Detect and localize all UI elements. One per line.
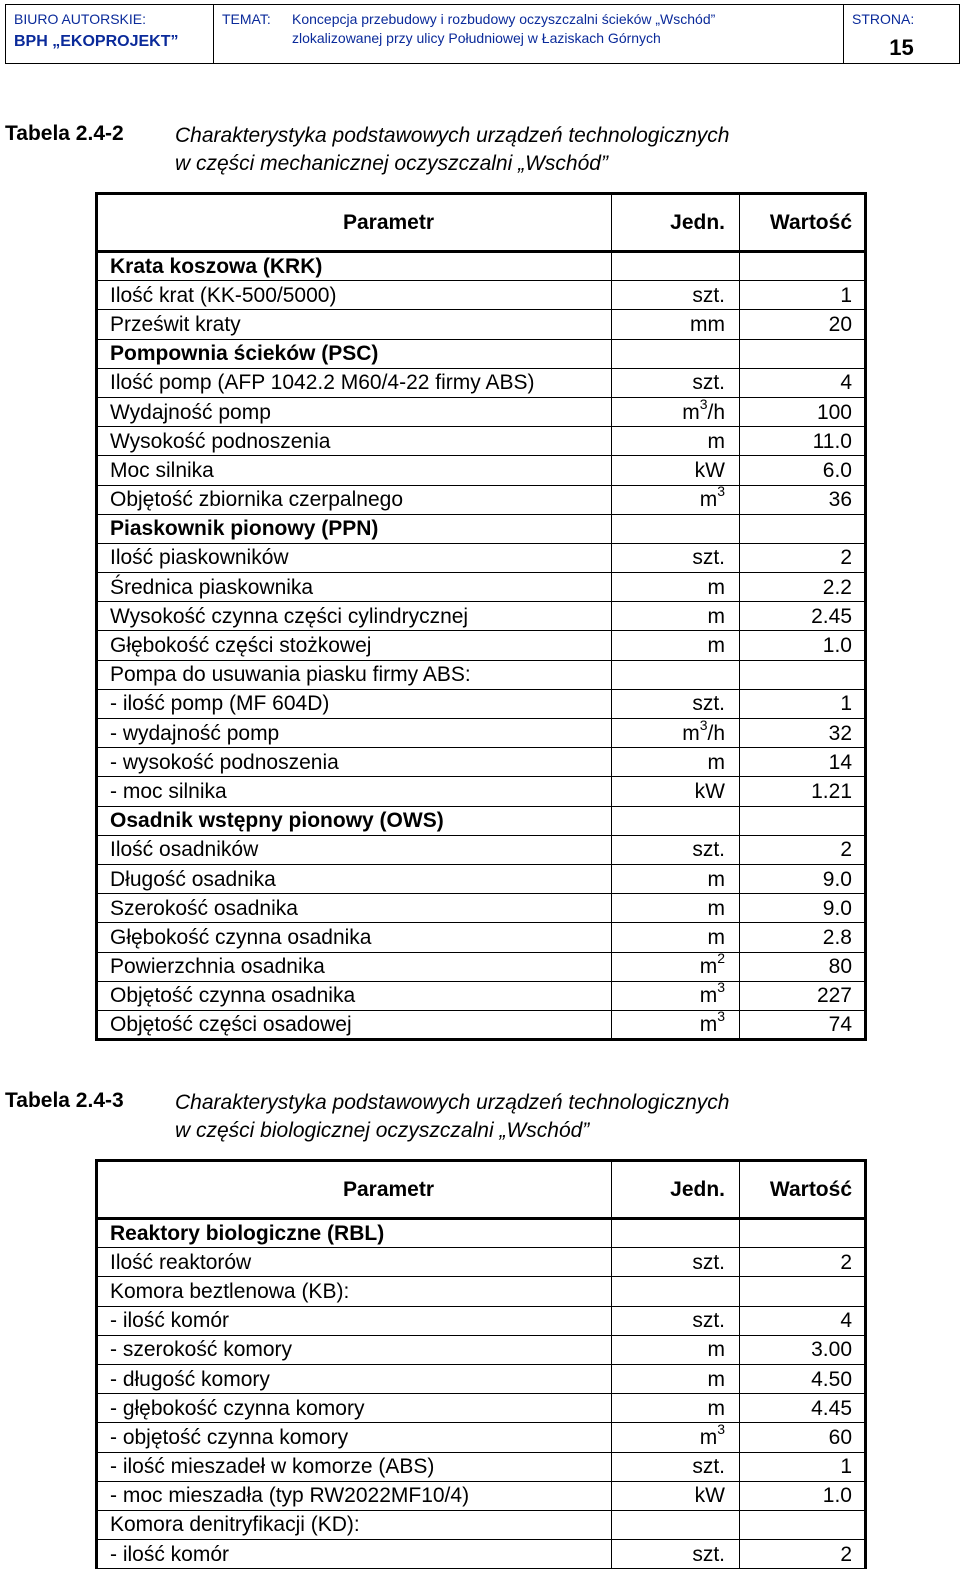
value-cell: 9.0 [740,864,866,893]
unit-cell [612,1219,740,1248]
param-cell: Głębokość części stożkowej [97,631,612,660]
param-cell: Powierzchnia osadnika [97,952,612,981]
param-cell: Średnica piaskownika [97,573,612,602]
table-row [97,368,866,397]
unit-cell [612,310,740,339]
unit-text: m [699,488,718,512]
param-cell: - wysokość podnoszenia [97,748,612,777]
table-row [97,631,866,660]
table-row [97,1540,866,1569]
unit-cell [612,1277,740,1306]
unit-cell [612,1335,740,1364]
unit-cell [612,952,740,981]
table2-header-param: Parametr [97,1161,612,1219]
unit-text: m [707,429,725,453]
table-row [97,1394,866,1423]
table-row [97,835,866,864]
unit-text: szt. [692,371,725,395]
param-cell: Komora denitryfikacji (KD): [97,1510,612,1539]
unit-text: m [699,955,718,979]
param-cell: Ilość osadników [97,835,612,864]
param-cell: Ilość krat (KK-500/5000) [97,281,612,310]
table1-title [175,122,729,178]
unit-text: szt. [692,283,725,307]
value-cell: 32 [740,719,866,748]
table-row [97,777,866,806]
unit-text: m [699,1425,718,1449]
topic-line-2: zlokalizowanej przy ulicy Południowej w Łaziskach Górnych [292,30,661,46]
unit-cell [612,514,740,543]
header-org-cell [6,5,214,63]
value-cell: 6.0 [740,456,866,485]
value-cell: 1.0 [740,631,866,660]
table-row [97,281,866,310]
table2-title [175,1089,729,1145]
unit-cell [612,1420,740,1452]
unit-cell [612,427,740,456]
unit-cell [612,456,740,485]
table-row [97,1452,866,1481]
param-cell: Objętość zbiornika czerpalnego [97,485,612,514]
unit-text: kW [694,1484,725,1508]
table1-caption [5,122,729,178]
param-cell: - długość komory [97,1364,612,1393]
unit-text: m [699,1012,718,1036]
value-cell [740,1219,866,1248]
param-cell: - ilość mieszadeł w komorze (ABS) [97,1452,612,1481]
table-row [97,543,866,572]
table1-header-row [97,194,866,252]
param-cell: - moc mieszadła (typ RW2022MF10/4) [97,1481,612,1510]
value-cell: 2 [740,543,866,572]
unit-cell [612,835,740,864]
unit-exponent: 2 [717,950,725,967]
value-cell [740,1510,866,1539]
table2-header-value: Wartość [740,1161,866,1219]
table-section-row [97,252,866,281]
unit-suffix: /h [707,721,725,745]
value-cell: 4.45 [740,1394,866,1423]
table1-label: Tabela 2.4-2 [5,122,124,145]
unit-cell [612,1510,740,1539]
param-cell: Pompa do usuwania piasku firmy ABS: [97,660,612,689]
table-row [97,952,866,981]
unit-text: m [707,1338,725,1362]
value-cell [740,252,866,281]
header-topic-cell [214,5,844,63]
param-cell: Pompownia ścieków (PSC) [97,339,612,368]
header-page-cell [844,5,959,63]
param-cell: - ilość komór [97,1306,612,1335]
value-cell [740,339,866,368]
table-section-row [97,339,866,368]
unit-suffix: /h [707,400,725,424]
unit-cell [612,339,740,368]
table-section-row [97,514,866,543]
value-cell: 3.00 [740,1335,866,1364]
table2-caption [5,1089,729,1145]
unit-cell [612,281,740,310]
table-row [97,719,866,748]
unit-text: szt. [692,692,725,716]
unit-cell [612,543,740,572]
table-section-row [97,1219,866,1248]
param-cell: Wydajność pomp [97,397,612,426]
table2-label: Tabela 2.4-3 [5,1089,124,1112]
table-row [97,923,866,952]
value-cell: 1 [740,689,866,718]
unit-text: kW [694,779,725,803]
value-cell: 74 [740,1010,866,1039]
table2 [95,1159,867,1569]
unit-cell [612,602,740,631]
value-cell: 1.21 [740,777,866,806]
value-cell: 1.0 [740,1481,866,1510]
topic-label: TEMAT: [222,11,271,27]
unit-exponent: 3 [699,395,708,412]
unit-text: szt. [692,546,725,570]
value-cell: 2.2 [740,573,866,602]
param-cell: Objętość części osadowej [97,1010,612,1039]
unit-text: m [707,867,725,891]
table-row [97,1481,866,1510]
unit-exponent: 3 [717,979,725,996]
unit-cell [612,1394,740,1423]
table-row [97,1423,866,1452]
unit-text: mm [690,312,725,336]
param-cell: - szerokość komory [97,1335,612,1364]
param-cell: Szerokość osadnika [97,894,612,923]
unit-cell [612,894,740,923]
unit-cell [612,485,740,514]
param-cell: Reaktory biologiczne (RBL) [97,1219,612,1248]
param-cell: - ilość komór [97,1540,612,1569]
table-row [97,602,866,631]
unit-cell [612,1306,740,1335]
unit-cell [612,1452,740,1481]
table-row [97,573,866,602]
table-row [97,894,866,923]
param-cell: Długość osadnika [97,864,612,893]
topic-text [292,11,715,63]
table1 [95,192,867,1041]
unit-cell [612,864,740,893]
unit-text: szt. [692,1542,725,1566]
value-cell: 2 [740,1248,866,1277]
value-cell: 1 [740,281,866,310]
table-row [97,1510,866,1539]
value-cell: 2.45 [740,602,866,631]
unit-text: m [682,721,700,745]
unit-cell [612,1540,740,1569]
table-row [97,748,866,777]
table-row [97,1010,866,1039]
unit-text: kW [694,458,725,482]
org-name: BPH „EKOPROJEKT” [14,33,179,50]
unit-exponent: 3 [699,716,708,733]
table1-title-line-2: w części mechanicznej oczyszczalni „Wschód” [175,152,608,175]
table-row [97,485,866,514]
unit-cell [612,368,740,397]
unit-cell [612,1481,740,1510]
table1-header-value: Wartość [740,194,866,252]
table-row [97,864,866,893]
param-cell: Prześwit kraty [97,310,612,339]
value-cell [740,1277,866,1306]
topic-line-1: Koncepcja przebudowy i rozbudowy oczyszczalni ścieków „Wschód” [292,11,716,27]
table-row [97,1306,866,1335]
value-cell: 1 [740,1452,866,1481]
table-row [97,310,866,339]
unit-cell [612,689,740,718]
table-row [97,981,866,1010]
param-cell: Objętość czynna osadnika [97,981,612,1010]
param-cell: - głębokość czynna komory [97,1394,612,1423]
unit-exponent: 3 [717,1007,725,1024]
table-row [97,660,866,689]
unit-cell [612,748,740,777]
value-cell: 2 [740,1540,866,1569]
param-cell: Krata koszowa (KRK) [97,252,612,281]
table1-header-unit: Jedn. [612,194,740,252]
table-row [97,456,866,485]
unit-cell [612,397,740,426]
unit-text: szt. [692,838,725,862]
value-cell: 20 [740,310,866,339]
value-cell: 2 [740,835,866,864]
table2-title-line-2: w części biologicznej oczyszczalni „Wschód” [175,1119,590,1142]
table-row [97,1277,866,1306]
unit-cell [612,1007,740,1039]
unit-cell [612,573,740,602]
param-cell: Osadnik wstępny pionowy (OWS) [97,806,612,835]
value-cell: 9.0 [740,894,866,923]
table1-header-param: Parametr [97,194,612,252]
unit-cell [612,981,740,1010]
unit-text: m [707,750,725,774]
unit-exponent: 3 [717,1420,725,1437]
unit-cell [612,1364,740,1393]
unit-cell [612,806,740,835]
value-cell [740,806,866,835]
value-cell: 11.0 [740,427,866,456]
param-cell: Wysokość czynna części cylindrycznej [97,602,612,631]
table2-header-row [97,1161,866,1219]
value-cell: 4 [740,368,866,397]
table1-title-line-1: Charakterystyka podstawowych urządzeń technologicznych [175,124,730,147]
page-number: 15 [889,35,914,60]
value-cell: 4 [740,1306,866,1335]
unit-cell [612,631,740,660]
unit-cell [612,923,740,952]
unit-cell [612,252,740,281]
value-cell: 100 [740,397,866,426]
unit-exponent: 3 [717,483,725,500]
table-section-row [97,806,866,835]
param-cell: Wysokość podnoszenia [97,427,612,456]
unit-text: m [707,604,725,628]
param-cell: Głębokość czynna osadnika [97,923,612,952]
unit-text: m [699,984,718,1008]
unit-cell [612,777,740,806]
value-cell [740,660,866,689]
unit-cell [612,1248,740,1277]
table2-header-unit: Jedn. [612,1161,740,1219]
document-header [5,4,960,64]
unit-text: m [707,1367,725,1391]
param-cell: - wydajność pomp [97,719,612,748]
value-cell: 4.50 [740,1364,866,1393]
value-cell: 2.8 [740,923,866,952]
table-row [97,689,866,718]
page-label: STRONA: [852,11,915,27]
param-cell: Ilość reaktorów [97,1248,612,1277]
unit-text: m [707,925,725,949]
table-row [97,1364,866,1393]
unit-text: m [707,634,725,658]
unit-text: szt. [692,1250,725,1274]
param-cell: Ilość piaskowników [97,543,612,572]
param-cell: Piaskownik pionowy (PPN) [97,514,612,543]
param-cell: Moc silnika [97,456,612,485]
table-row [97,1335,866,1364]
value-cell: 227 [740,981,866,1010]
unit-text: szt. [692,1309,725,1333]
value-cell: 60 [740,1423,866,1452]
table-row [97,1248,866,1277]
unit-cell [612,660,740,689]
unit-text: m [707,575,725,599]
param-cell: - objętość czynna komory [97,1423,612,1452]
org-label: BIURO AUTORSKIE: [14,11,146,27]
param-cell: - ilość pomp (MF 604D) [97,689,612,718]
unit-text: m [707,896,725,920]
unit-text: m [682,400,700,424]
value-cell: 80 [740,952,866,981]
unit-text: szt. [692,1455,725,1479]
table-row [97,427,866,456]
table-row [97,397,866,426]
param-cell: - moc silnika [97,777,612,806]
unit-text: m [707,1396,725,1420]
param-cell: Komora beztlenowa (KB): [97,1277,612,1306]
table2-title-line-1: Charakterystyka podstawowych urządzeń technologicznych [175,1091,730,1114]
value-cell: 14 [740,748,866,777]
param-cell: Ilość pomp (AFP 1042.2 M60/4-22 firmy ABS) [97,368,612,397]
value-cell [740,514,866,543]
value-cell: 36 [740,485,866,514]
unit-cell [612,716,740,748]
